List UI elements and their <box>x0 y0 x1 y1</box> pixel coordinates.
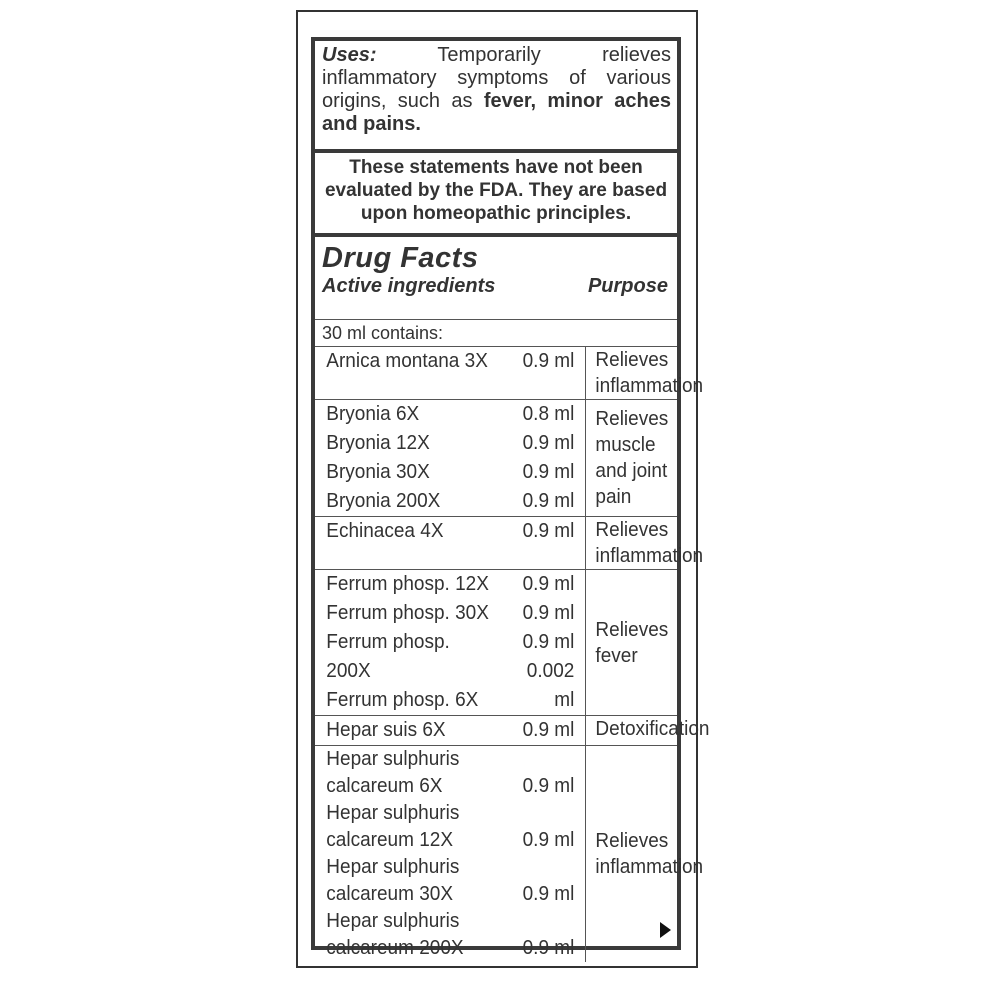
ingredient-amounts <box>502 716 583 746</box>
fda-statement: These statements have not been evaluated by the FDA. They are based upon homeopathic principles. <box>315 153 677 237</box>
ingredient-amount: 0.9 ml <box>522 775 575 797</box>
label-panel <box>296 10 709 968</box>
ingredient-name: Ferrum phosp. 6X <box>326 689 479 711</box>
uses-section <box>315 41 677 153</box>
drug-facts-box <box>311 37 709 959</box>
ingredient-name: Ferrum phosp. 200X <box>326 631 450 682</box>
ingredient-names <box>320 400 496 517</box>
ingredient-amount: 0.9 ml <box>522 490 575 512</box>
ingredient-amount: 0.9 ml <box>522 631 575 653</box>
ingredient-group-row <box>315 347 677 400</box>
purpose-cell: Relieves inflammation <box>588 517 675 570</box>
drug-facts-header <box>315 237 677 320</box>
purpose-cell: Relieves muscle and joint pain <box>588 400 675 517</box>
ingredient-names <box>320 570 496 716</box>
ingredient-amount: 0.002 ml <box>526 660 575 711</box>
purpose-cell: Relieves inflammation <box>594 830 703 878</box>
ingredient-amounts <box>502 347 583 400</box>
uses-label: Uses: <box>322 44 377 66</box>
ingredient-name: Ferrum phosp. 30X <box>326 602 489 624</box>
ingredient-amounts <box>502 400 583 517</box>
ingredient-amount: 0.9 ml <box>522 573 575 595</box>
active-ingredients-heading: Active ingredients <box>322 275 496 297</box>
ingredient-amount: 0.9 ml <box>522 432 575 454</box>
ingredient-name: Echinacea 4X <box>326 520 444 542</box>
ingredient-name: Bryonia 200X <box>326 490 441 512</box>
ingredient-name: Hepar sulphuris calcareum 200X <box>326 910 464 959</box>
ingredient-name: Arnica montana 3X <box>326 350 488 372</box>
ingredient-group-row <box>315 716 677 746</box>
ingredient-amount: 0.9 ml <box>522 829 575 851</box>
uses-text: Temporarily relieves inflammatory symptoms of various origins, such as <box>322 44 671 112</box>
ingredient-name: Hepar suis 6X <box>326 719 446 741</box>
ingredient-names <box>320 347 496 400</box>
ingredient-name: Hepar sulphuris calcareum 12X <box>326 802 460 851</box>
ingredient-name: Hepar sulphuris calcareum 6X <box>326 748 460 797</box>
ingredient-name: Bryonia 6X <box>326 403 420 425</box>
ingredient-group-row <box>315 517 677 570</box>
drug-facts-title: Drug Facts <box>322 242 479 274</box>
ingredient-amount: 0.9 ml <box>522 520 575 542</box>
ingredient-amount: 0.9 ml <box>522 602 575 624</box>
purpose-heading: Purpose <box>587 275 668 297</box>
ingredient-group-row <box>315 570 677 716</box>
ingredient-amount: 0.9 ml <box>522 350 575 372</box>
ingredient-group-row <box>315 746 677 963</box>
ingredient-names <box>320 716 496 746</box>
ingredients-table <box>315 347 709 962</box>
ingredient-amount: 0.9 ml <box>522 719 575 741</box>
ingredient-group-row <box>315 400 677 517</box>
uses-bold-text: fever, minor aches and pains. <box>322 90 671 135</box>
ingredient-names <box>320 746 496 963</box>
ingredient-amounts <box>502 517 583 570</box>
continue-arrow-icon <box>660 922 671 938</box>
ingredient-names <box>320 517 496 570</box>
ingredient-amount: 0.9 ml <box>522 883 575 905</box>
ingredient-amount: 0.9 ml <box>522 937 575 959</box>
ingredient-amounts <box>502 746 583 963</box>
ingredient-amount: 0.8 ml <box>522 403 575 425</box>
purpose-cell: Relieves fever <box>588 570 675 716</box>
purpose-cell: Relieves inflammation <box>588 347 675 400</box>
ingredient-name: Bryonia 12X <box>326 432 430 454</box>
ingredient-amounts <box>502 570 583 716</box>
purpose-cell: Detoxification <box>588 716 675 746</box>
ingredient-name: Bryonia 30X <box>326 461 430 483</box>
column-headers <box>322 274 668 298</box>
ingredient-amount: 0.9 ml <box>522 461 575 483</box>
ingredient-name: Hepar sulphuris calcareum 30X <box>326 856 460 905</box>
ingredient-name: Ferrum phosp. 12X <box>326 573 489 595</box>
contains-line: 30 ml contains: <box>315 320 677 347</box>
